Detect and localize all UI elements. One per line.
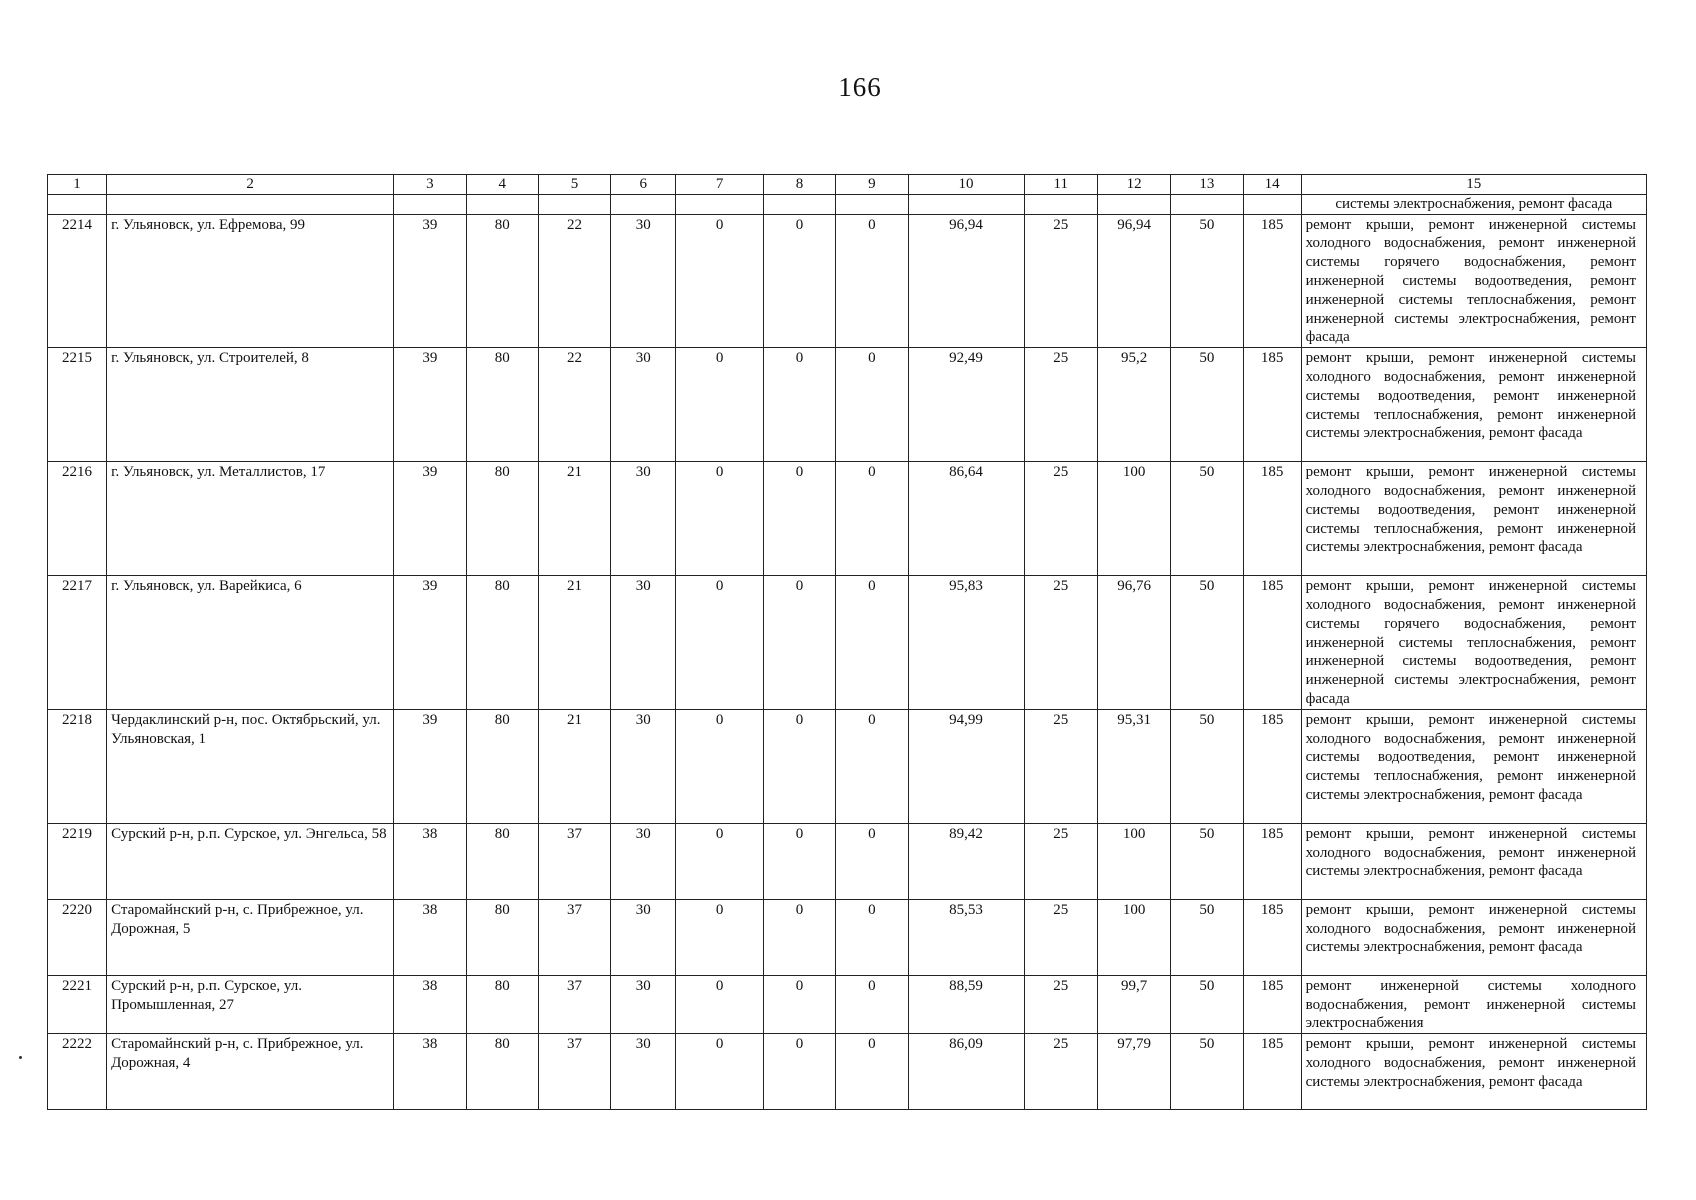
column-header: 3 [394, 175, 466, 195]
col8-cell: 0 [763, 576, 835, 710]
col13-cell: 50 [1171, 1034, 1243, 1110]
col4-cell: 80 [466, 823, 538, 899]
col6-cell: 30 [611, 823, 676, 899]
col7-cell: 0 [676, 462, 764, 576]
col11-cell: 25 [1024, 709, 1097, 823]
col10-cell: 96,94 [908, 214, 1024, 348]
col7-cell: 0 [676, 1034, 764, 1110]
works-cell: ремонт крыши, ремонт инженерной системы холодного водоснабжения, ремонт инженерной системы водоотведения, ремонт инженерной системы теплоснабжения, ремонт инженерной системы электроснабжения, ремонт фасада [1301, 709, 1646, 823]
col4-cell: 80 [466, 576, 538, 710]
repair-table [47, 174, 1647, 1110]
table-row [48, 576, 1647, 710]
col6-cell: 30 [611, 576, 676, 710]
col3-cell: 38 [394, 899, 466, 975]
column-header: 2 [107, 175, 394, 195]
address-cell: г. Ульяновск, ул. Металлистов, 17 [107, 462, 394, 576]
col14-cell: 185 [1243, 214, 1301, 348]
col13-cell: 50 [1171, 348, 1243, 462]
works-cell: ремонт крыши, ремонт инженерной системы холодного водоснабжения, ремонт инженерной системы электроснабжения, ремонт фасада [1301, 1034, 1646, 1110]
works-cell: ремонт крыши, ремонт инженерной системы холодного водоснабжения, ремонт инженерной системы электроснабжения, ремонт фасада [1301, 899, 1646, 975]
row-number-cell: 2217 [48, 576, 107, 710]
col10-cell: 92,49 [908, 348, 1024, 462]
col4-cell: 80 [466, 1034, 538, 1110]
column-header: 7 [676, 175, 764, 195]
col5-cell: 21 [538, 462, 610, 576]
address-cell: Сурский р-н, р.п. Сурское, ул. Промышленная, 27 [107, 975, 394, 1033]
col5-cell: 37 [538, 823, 610, 899]
col12-cell: 95,31 [1097, 709, 1170, 823]
col5-cell: 22 [538, 348, 610, 462]
address-cell: Старомайнский р-н, с. Прибрежное, ул. Дорожная, 4 [107, 1034, 394, 1110]
column-header: 15 [1301, 175, 1646, 195]
col6-cell: 30 [611, 709, 676, 823]
address-cell: Старомайнский р-н, с. Прибрежное, ул. Дорожная, 5 [107, 899, 394, 975]
col10-cell: 88,59 [908, 975, 1024, 1033]
works-cell: ремонт крыши, ремонт инженерной системы холодного водоснабжения, ремонт инженерной системы горячего водоснабжения, ремонт инженерной системы теплоснабжения, ремонт инженерной системы водоотведения, ремонт инженерной системы электроснабжения, ремонт фасада [1301, 576, 1646, 710]
page-number: 166 [838, 72, 882, 102]
col14-cell: 185 [1243, 462, 1301, 576]
col8-cell: 0 [763, 709, 835, 823]
col9-cell: 0 [836, 1034, 908, 1110]
row-number-cell: 2221 [48, 975, 107, 1033]
col5-cell: 21 [538, 709, 610, 823]
col8-cell: 0 [763, 214, 835, 348]
column-header: 5 [538, 175, 610, 195]
col6-cell: 30 [611, 462, 676, 576]
works-cell: ремонт крыши, ремонт инженерной системы холодного водоснабжения, ремонт инженерной системы водоотведения, ремонт инженерной системы теплоснабжения, ремонт инженерной системы электроснабжения, ремонт фасада [1301, 348, 1646, 462]
col11-cell: 25 [1024, 576, 1097, 710]
col11-cell: 25 [1024, 214, 1097, 348]
col13-cell: 50 [1171, 975, 1243, 1033]
col7-cell: 0 [676, 576, 764, 710]
col7-cell: 0 [676, 823, 764, 899]
row-number-cell: 2214 [48, 214, 107, 348]
table-row [48, 1034, 1647, 1110]
col13-cell: 50 [1171, 899, 1243, 975]
col9-cell: 0 [836, 214, 908, 348]
col8-cell: 0 [763, 1034, 835, 1110]
col12-cell: 96,94 [1097, 214, 1170, 348]
col14-cell: 185 [1243, 348, 1301, 462]
row-number-cell: 2222 [48, 1034, 107, 1110]
col13-cell: 50 [1171, 576, 1243, 710]
col14-cell: 185 [1243, 975, 1301, 1033]
col8-cell: 0 [763, 823, 835, 899]
table-row [48, 348, 1647, 462]
col11-cell: 25 [1024, 348, 1097, 462]
col6-cell: 30 [611, 348, 676, 462]
works-cell: ремонт крыши, ремонт инженерной системы холодного водоснабжения, ремонт инженерной системы водоотведения, ремонт инженерной системы теплоснабжения, ремонт инженерной системы электроснабжения, ремонт фасада [1301, 462, 1646, 576]
col11-cell: 25 [1024, 1034, 1097, 1110]
col4-cell: 80 [466, 462, 538, 576]
col9-cell: 0 [836, 462, 908, 576]
col4-cell: 80 [466, 348, 538, 462]
address-cell: г. Ульяновск, ул. Строителей, 8 [107, 348, 394, 462]
row-number-cell: 2219 [48, 823, 107, 899]
col6-cell: 30 [611, 1034, 676, 1110]
col4-cell: 80 [466, 214, 538, 348]
table-row [48, 975, 1647, 1033]
continuation-works-cell: системы электроснабжения, ремонт фасада [1301, 194, 1646, 214]
col14-cell: 185 [1243, 709, 1301, 823]
row-number-cell: 2216 [48, 462, 107, 576]
col8-cell: 0 [763, 899, 835, 975]
col12-cell: 95,2 [1097, 348, 1170, 462]
column-header: 6 [611, 175, 676, 195]
col12-cell: 96,76 [1097, 576, 1170, 710]
col4-cell: 80 [466, 975, 538, 1033]
column-header: 8 [763, 175, 835, 195]
col9-cell: 0 [836, 823, 908, 899]
col13-cell: 50 [1171, 823, 1243, 899]
col5-cell: 21 [538, 576, 610, 710]
col11-cell: 25 [1024, 899, 1097, 975]
column-header: 4 [466, 175, 538, 195]
col3-cell: 38 [394, 823, 466, 899]
col5-cell: 37 [538, 899, 610, 975]
col10-cell: 86,09 [908, 1034, 1024, 1110]
col13-cell: 50 [1171, 462, 1243, 576]
col8-cell: 0 [763, 462, 835, 576]
column-header: 9 [836, 175, 908, 195]
table-row [48, 214, 1647, 348]
col5-cell: 22 [538, 214, 610, 348]
column-header: 13 [1171, 175, 1243, 195]
works-cell: ремонт крыши, ремонт инженерной системы холодного водоснабжения, ремонт инженерной системы горячего водоснабжения, ремонт инженерной системы водоотведения, ремонт инженерной системы теплоснабжения, ремонт инженерной системы электроснабжения, ремонт фасада [1301, 214, 1646, 348]
col7-cell: 0 [676, 899, 764, 975]
col12-cell: 100 [1097, 823, 1170, 899]
col14-cell: 185 [1243, 823, 1301, 899]
col10-cell: 85,53 [908, 899, 1024, 975]
column-header: 12 [1097, 175, 1170, 195]
address-cell: Чердаклинский р-н, пос. Октябрьский, ул. Ульяновская, 1 [107, 709, 394, 823]
col3-cell: 39 [394, 576, 466, 710]
col7-cell: 0 [676, 975, 764, 1033]
col14-cell: 185 [1243, 1034, 1301, 1110]
col6-cell: 30 [611, 214, 676, 348]
col8-cell: 0 [763, 975, 835, 1033]
column-header: 10 [908, 175, 1024, 195]
address-cell: Сурский р-н, р.п. Сурское, ул. Энгельса, 58 [107, 823, 394, 899]
col7-cell: 0 [676, 348, 764, 462]
col3-cell: 38 [394, 1034, 466, 1110]
col12-cell: 97,79 [1097, 1034, 1170, 1110]
col5-cell: 37 [538, 975, 610, 1033]
col14-cell: 185 [1243, 576, 1301, 710]
col9-cell: 0 [836, 899, 908, 975]
col5-cell: 37 [538, 1034, 610, 1110]
col6-cell: 30 [611, 899, 676, 975]
address-cell: г. Ульяновск, ул. Ефремова, 99 [107, 214, 394, 348]
row-number-cell: 2218 [48, 709, 107, 823]
col3-cell: 39 [394, 709, 466, 823]
col3-cell: 39 [394, 462, 466, 576]
col4-cell: 80 [466, 899, 538, 975]
col13-cell: 50 [1171, 214, 1243, 348]
col10-cell: 94,99 [908, 709, 1024, 823]
column-header: 1 [48, 175, 107, 195]
table-body [48, 175, 1647, 1110]
table-row [48, 462, 1647, 576]
col7-cell: 0 [676, 214, 764, 348]
col3-cell: 38 [394, 975, 466, 1033]
works-cell: ремонт крыши, ремонт инженерной системы холодного водоснабжения, ремонт инженерной системы электроснабжения, ремонт фасада [1301, 823, 1646, 899]
works-cell: ремонт инженерной системы холодного водоснабжения, ремонт инженерной системы электроснабжения [1301, 975, 1646, 1033]
column-header: 11 [1024, 175, 1097, 195]
col4-cell: 80 [466, 709, 538, 823]
col12-cell: 100 [1097, 899, 1170, 975]
scan-speck [19, 1056, 22, 1059]
repair-table-container [47, 174, 1647, 1110]
col9-cell: 0 [836, 348, 908, 462]
col12-cell: 100 [1097, 462, 1170, 576]
row-number-cell: 2220 [48, 899, 107, 975]
column-number-row [48, 175, 1647, 195]
col9-cell: 0 [836, 709, 908, 823]
row-number-cell: 2215 [48, 348, 107, 462]
col10-cell: 86,64 [908, 462, 1024, 576]
col13-cell: 50 [1171, 709, 1243, 823]
table-row [48, 709, 1647, 823]
col9-cell: 0 [836, 975, 908, 1033]
col3-cell: 39 [394, 214, 466, 348]
continuation-row [48, 194, 1647, 214]
col11-cell: 25 [1024, 823, 1097, 899]
table-row [48, 899, 1647, 975]
column-header: 14 [1243, 175, 1301, 195]
col12-cell: 99,7 [1097, 975, 1170, 1033]
col11-cell: 25 [1024, 462, 1097, 576]
col6-cell: 30 [611, 975, 676, 1033]
col8-cell: 0 [763, 348, 835, 462]
col10-cell: 89,42 [908, 823, 1024, 899]
col11-cell: 25 [1024, 975, 1097, 1033]
table-row [48, 823, 1647, 899]
address-cell: г. Ульяновск, ул. Варейкиса, 6 [107, 576, 394, 710]
col14-cell: 185 [1243, 899, 1301, 975]
col3-cell: 39 [394, 348, 466, 462]
col10-cell: 95,83 [908, 576, 1024, 710]
col7-cell: 0 [676, 709, 764, 823]
col9-cell: 0 [836, 576, 908, 710]
